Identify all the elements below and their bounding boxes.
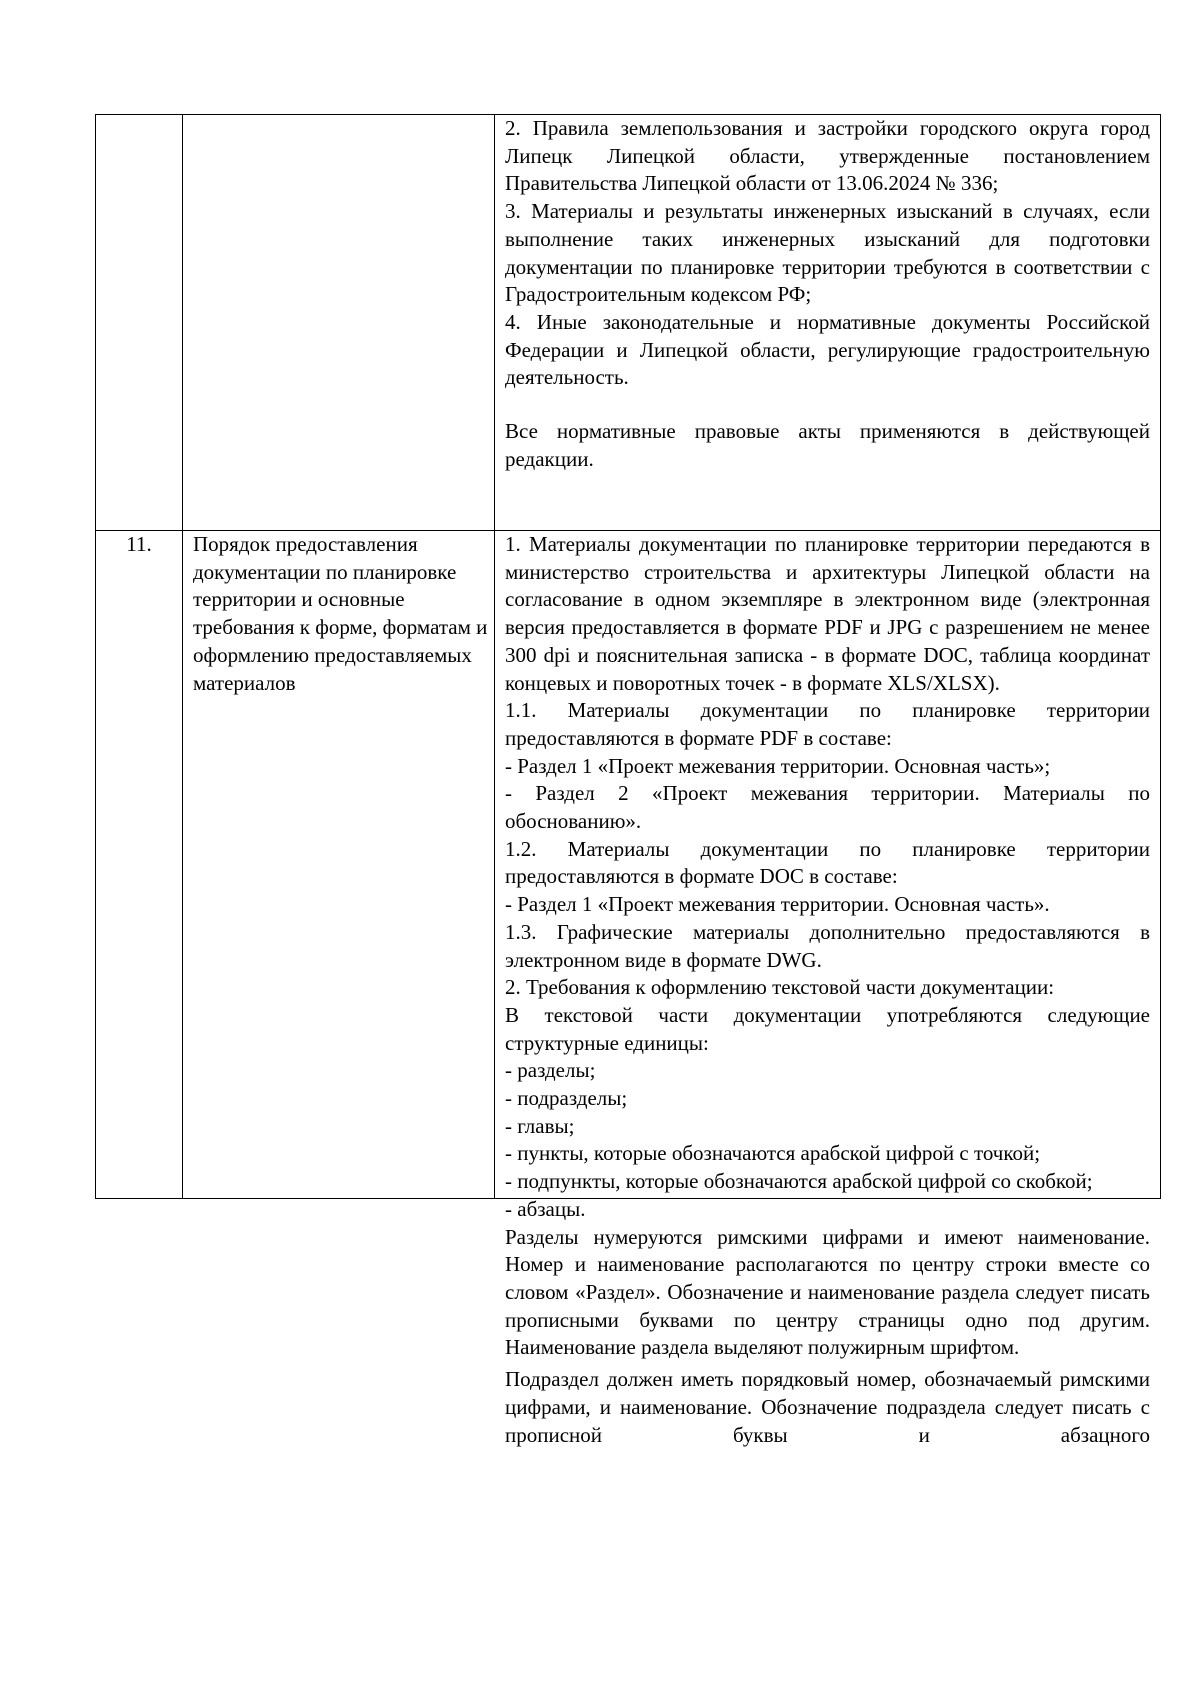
paragraph: 2. Правила землепользования и застройки городского округа город Липецк Липецкой области, утвержденные постановлением Правительства Липецкой области от 13.06.2024 № 336;	[505, 116, 1150, 196]
row-content-cell	[495, 115, 1161, 531]
paragraph: 1. Материалы документации по планировке территории передаются в министерство строительства и архитектуры Липецкой области на согласование в одном экземпляре в электронном виде (электронная версия предоставляется в формате PDF и JPG с разрешением не менее 300 dpi и пояснительная записка - в формате DOC, таблица координат концевых и поворотных точек - в формате XLS/XLSX).	[505, 532, 1150, 695]
paragraph: - подпункты, которые обозначаются арабской цифрой со скобкой;	[505, 1169, 1093, 1194]
row-number-cell: 11.	[96, 531, 183, 1199]
paragraph: 1.1. Материалы документации по планировке территории предоставляются в формате PDF в составе:	[505, 698, 1150, 750]
paragraph: - главы;	[505, 1113, 575, 1138]
paragraph: - подразделы;	[505, 1086, 628, 1111]
row-content-cell	[495, 531, 1161, 1447]
table-row	[96, 115, 1161, 531]
paragraph: - разделы;	[505, 1058, 596, 1083]
paragraph: - Раздел 1 «Проект межевания территории. Основная часть»;	[505, 753, 1051, 778]
paragraph: - абзацы.	[505, 1196, 586, 1221]
row-label-cell: Порядок предоставления документации по планировке территории и основные требования к форме, форматам и оформлению предоставляемых материалов	[183, 531, 495, 1199]
paragraph: 1.2. Материалы документации по планировке территории предоставляются в формате DOC в составе:	[505, 836, 1150, 889]
paragraph: Разделы нумеруются римскими цифрами и имеют наименование. Номер и наименование располагаются по центру строки вместе со словом «Раздел». Обозначение и наименование раздела следует писать прописными буквами по центру страницы одно под другим. Наименование раздела выделяют полужирным шрифтом.	[505, 1224, 1150, 1360]
table-row	[96, 531, 1161, 1199]
paragraph: 3. Материалы и результаты инженерных изысканий в случаях, если выполнение таких инженерных изысканий для подготовки документации по планировке территории требуются в соответствии с Градостроительным кодексом РФ;	[505, 199, 1150, 307]
paragraph: 1.3. Графические материалы дополнительно предоставляются в электронном виде в формате DWG.	[505, 919, 1150, 972]
paragraph: 2. Требования к оформлению текстовой части документации:	[505, 975, 1055, 1000]
paragraph: - Раздел 1 «Проект межевания территории. Основная часть».	[505, 892, 1050, 917]
paragraph: 4. Иные законодательные и нормативные документы Российской Федерации и Липецкой области, регулирующие градостроительную деятельность.	[505, 309, 1150, 390]
paragraph: Все нормативные правовые акты применяются в действующей редакции.	[505, 419, 1150, 471]
requirements-table	[95, 114, 1161, 1447]
paragraph: В текстовой части документации употребляются следующие структурные единицы:	[505, 1002, 1150, 1055]
row-label-cell	[183, 115, 495, 531]
blank-line	[505, 392, 1150, 418]
row-number-cell	[96, 115, 183, 531]
paragraph: Подраздел должен иметь порядковый номер, обозначаемый римскими цифрами, и наименование. Обозначение подраздела следует писать с прописной буквы и абзацного	[505, 1367, 1150, 1447]
paragraph: - Раздел 2 «Проект межевания территории. Материалы по обоснованию».	[505, 781, 1150, 834]
paragraph: - пункты, которые обозначаются арабской цифрой с точкой;	[505, 1141, 1041, 1166]
content-clip	[505, 531, 1150, 1447]
